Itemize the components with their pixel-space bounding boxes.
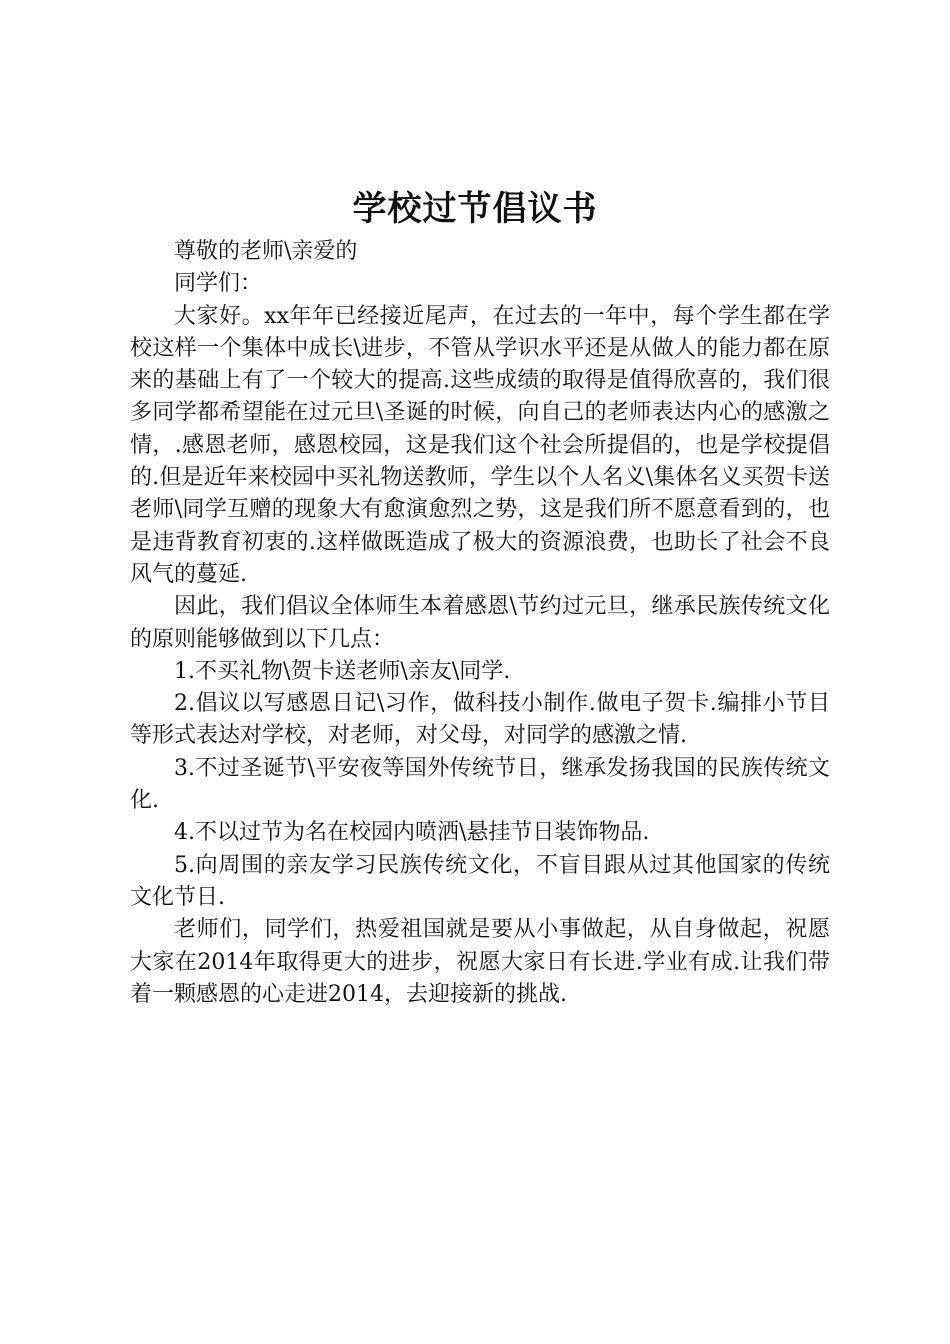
proposal-item-3: 3.不过圣诞节\平安夜等国外传统节日，继承发扬我国的民族传统文化. xyxy=(130,755,830,814)
paragraph-intro: 大家好。xx年年已经接近尾声，在过去的一年中，每个学生都在学校这样一个集体中成长\进步，不管从学识水平还是从做人的能力都在原来的基础上有了一个较大的提高.这些成绩的取得是值得欣喜的，我们很多同学都希望能在过元旦\圣诞的时候，向自己的老师表达内心的感激之情，.感恩老师，感恩校园，这是我们这个社会所提倡的，也是学校提倡的.但是近年来校园中买礼物送教师，学生以个人名义\集体名义买贺卡送老师\同学互赠的现象大有愈演愈烈之势，这是我们所不愿意看到的，也是违背教育初衷的.这样做既造成了极大的资源浪费，也助长了社会不良风气的蔓延. xyxy=(130,303,830,587)
paragraph-proposal: 因此，我们倡议全体师生本着感恩\节约过元旦，继承民族传统文化的原则能够做到以下几点： xyxy=(130,594,830,652)
proposal-item-1: 1.不买礼物\贺卡送老师\亲友\同学. xyxy=(174,658,511,684)
proposal-item-4: 4.不以过节为名在校园内喷洒\悬挂节日装饰物品. xyxy=(174,820,650,846)
proposal-item-2: 2.倡议以写感恩日记\习作，做科技小制作.做电子贺卡.编排小节目等形式表达对学校，对老师，对父母，对同学的感激之情. xyxy=(130,691,830,749)
document-title: 学校过节倡议书 xyxy=(352,189,598,229)
document-body xyxy=(130,236,830,1011)
proposal-item-5: 5.向周围的亲友学习民族传统文化，不盲目跟从过其他国家的传统文化节日. xyxy=(130,852,830,910)
salutation-line-2: 同学们： xyxy=(174,271,263,297)
paragraph-closing: 老师们，同学们，热爱祖国就是要从小事做起，从自身做起，祝愿大家在2014年取得更大的进步，祝愿大家日有长进.学业有成.让我们带着一颗感恩的心走进2014，去迎接新的挑战. xyxy=(130,917,830,1007)
salutation-line-1: 尊敬的老师\亲爱的 xyxy=(174,239,358,264)
